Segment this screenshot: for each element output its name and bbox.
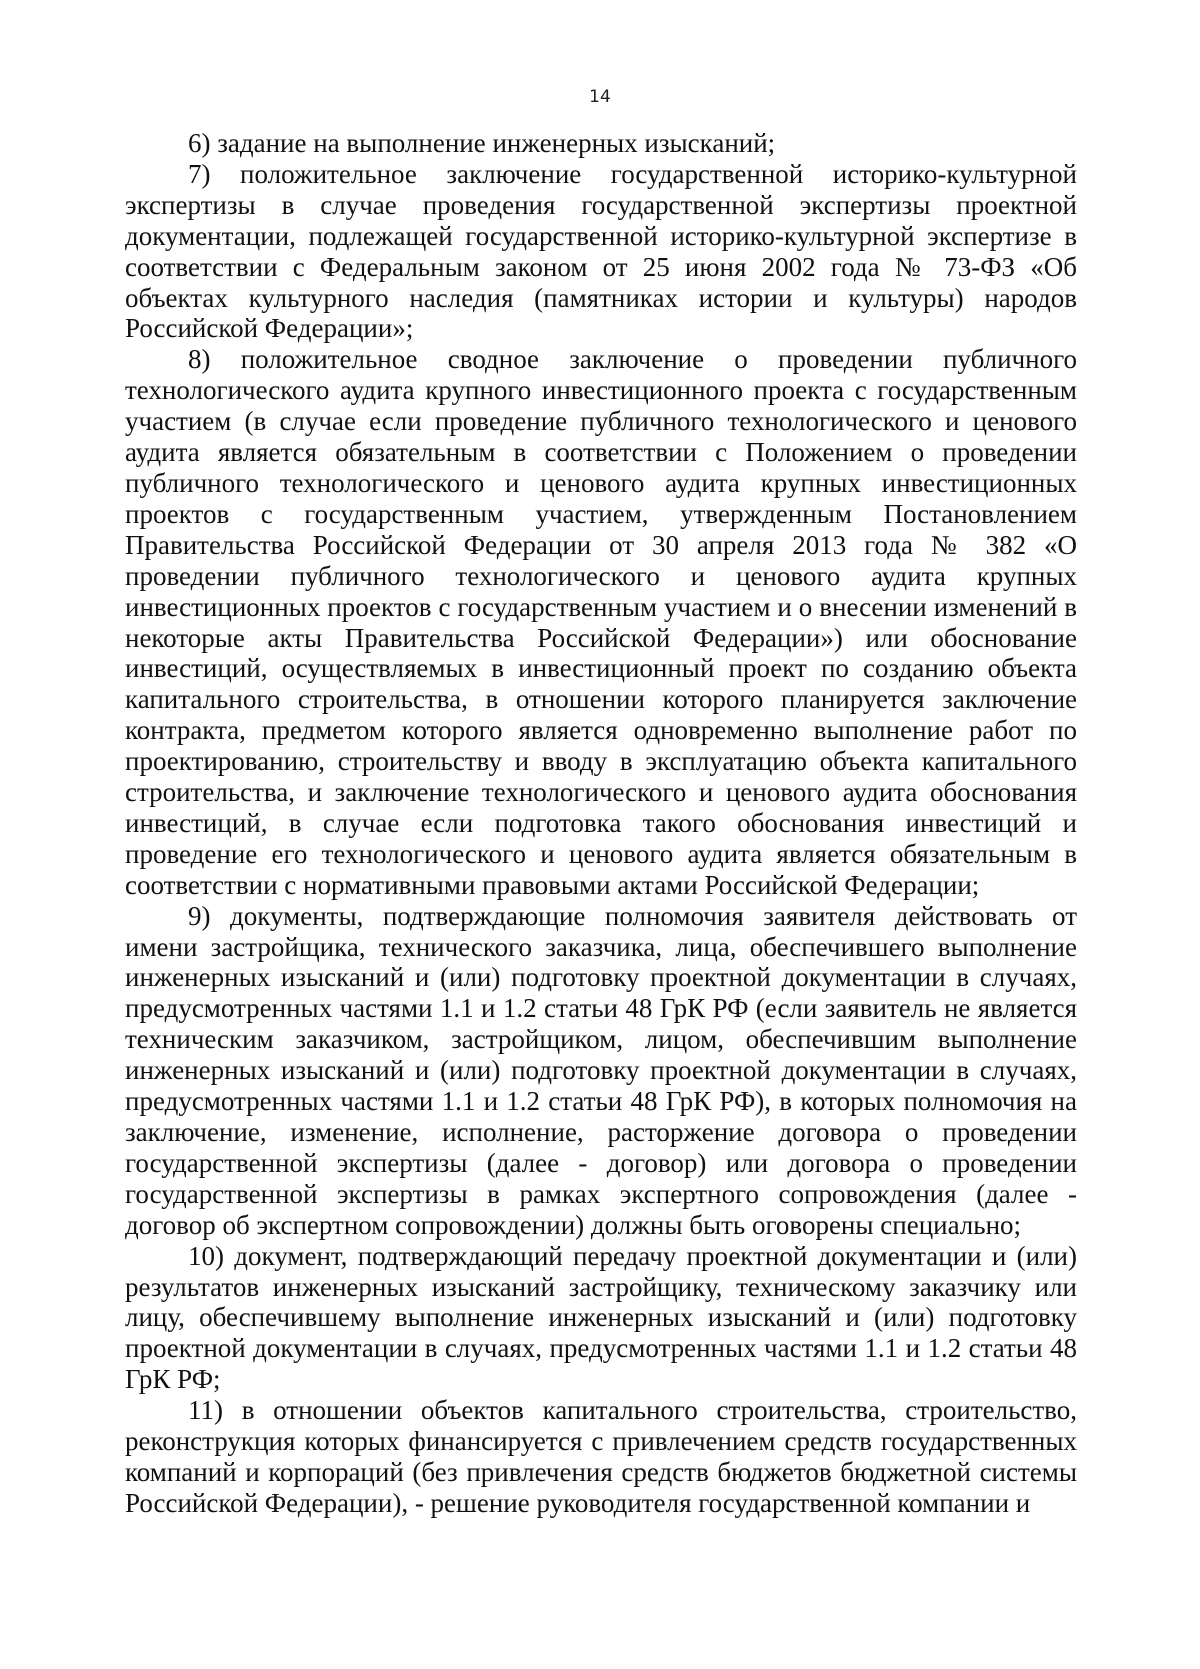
paragraph-item-6: 6) задание на выполнение инженерных изысканий; (188, 128, 776, 158)
paragraph-item-11: 11) в отношении объектов капитального строительства, строительство, реконструкция которых финансируется с привлечением средств государственных компаний и корпораций (без привлечения средств бюджетов бюджетной системы Российской Федерации), - решение руководителя государственной компании и (125, 1395, 1077, 1518)
document-body (125, 128, 1077, 1519)
page-number: 14 (589, 87, 611, 107)
paragraph-item-8: 8) положительное сводное заключение о проведении публичного технологического аудита крупного инвестиционного проекта с государственным участием (в случае если проведение публичного технологического и ценового аудита является обязательным в соответствии с Положением о проведении публичного технологического и ценового аудита крупных инвестиционных проектов с государственным участием, утвержденным Постановлением Правительства Российской Федерации от 30 апреля 2013 года № 382 «О проведении публичного технологического и ценового аудита крупных инвестиционных проектов с государственным участием и о внесении изменений в некоторые акты Правительства Российской Федерации») или обоснование инвестиций, осуществляемых в инвестиционный проект по созданию объекта капитального строительства, в отношении которого планируется заключение контракта, предметом которого является одновременно выполнение работ по проектированию, строительству и вводу в эксплуатацию объекта капитального строительства, и заключение технологического и ценового аудита обоснования инвестиций, в случае если подготовка такого обоснования инвестиций и проведение его технологического и ценового аудита является обязательным в соответствии с нормативными правовыми актами Российской Федерации; (125, 344, 1077, 900)
paragraph-item-10: 10) документ, подтверждающий передачу проектной документации и (или) результатов инженерных изысканий застройщику, техническому заказчику или лицу, обеспечившему выполнение инженерных изысканий и (или) подготовку проектной документации в случаях, предусмотренных частями 1.1 и 1.2 статьи 48 ГрК РФ; (125, 1240, 1077, 1395)
paragraph-item-9: 9) документы, подтверждающие полномочия заявителя действовать от имени застройщика, технического заказчика, лица, обеспечившего выполнение инженерных изысканий и (или) подготовку проектной документации в случаях, предусмотренных частями 1.1 и 1.2 статьи 48 ГрК РФ (если заявитель не является техническим заказчиком, застройщиком, лицом, обеспечившим выполнение инженерных изысканий и (или) подготовку проектной документации в случаях, предусмотренных частями 1.1 и 1.2 статьи 48 ГрК РФ), в которых полномочия на заключение, изменение, исполнение, расторжение договора о проведении государственной экспертизы (далее - договор) или договора о проведении государственной экспертизы в рамках экспертного сопровождения (далее - договор об экспертном сопровождении) должны быть оговорены специально; (125, 900, 1077, 1240)
paragraph-item-7: 7) положительное заключение государственной историко-культурной экспертизы в случае проведения государственной экспертизы проектной документации, подлежащей государственной историко-культурной экспертизе в соответствии с Федеральным законом от 25 июня 2002 года № 73-ФЗ «Об объектах культурного наследия (памятниках истории и культуры) народов Российской Федерации»; (125, 158, 1077, 344)
